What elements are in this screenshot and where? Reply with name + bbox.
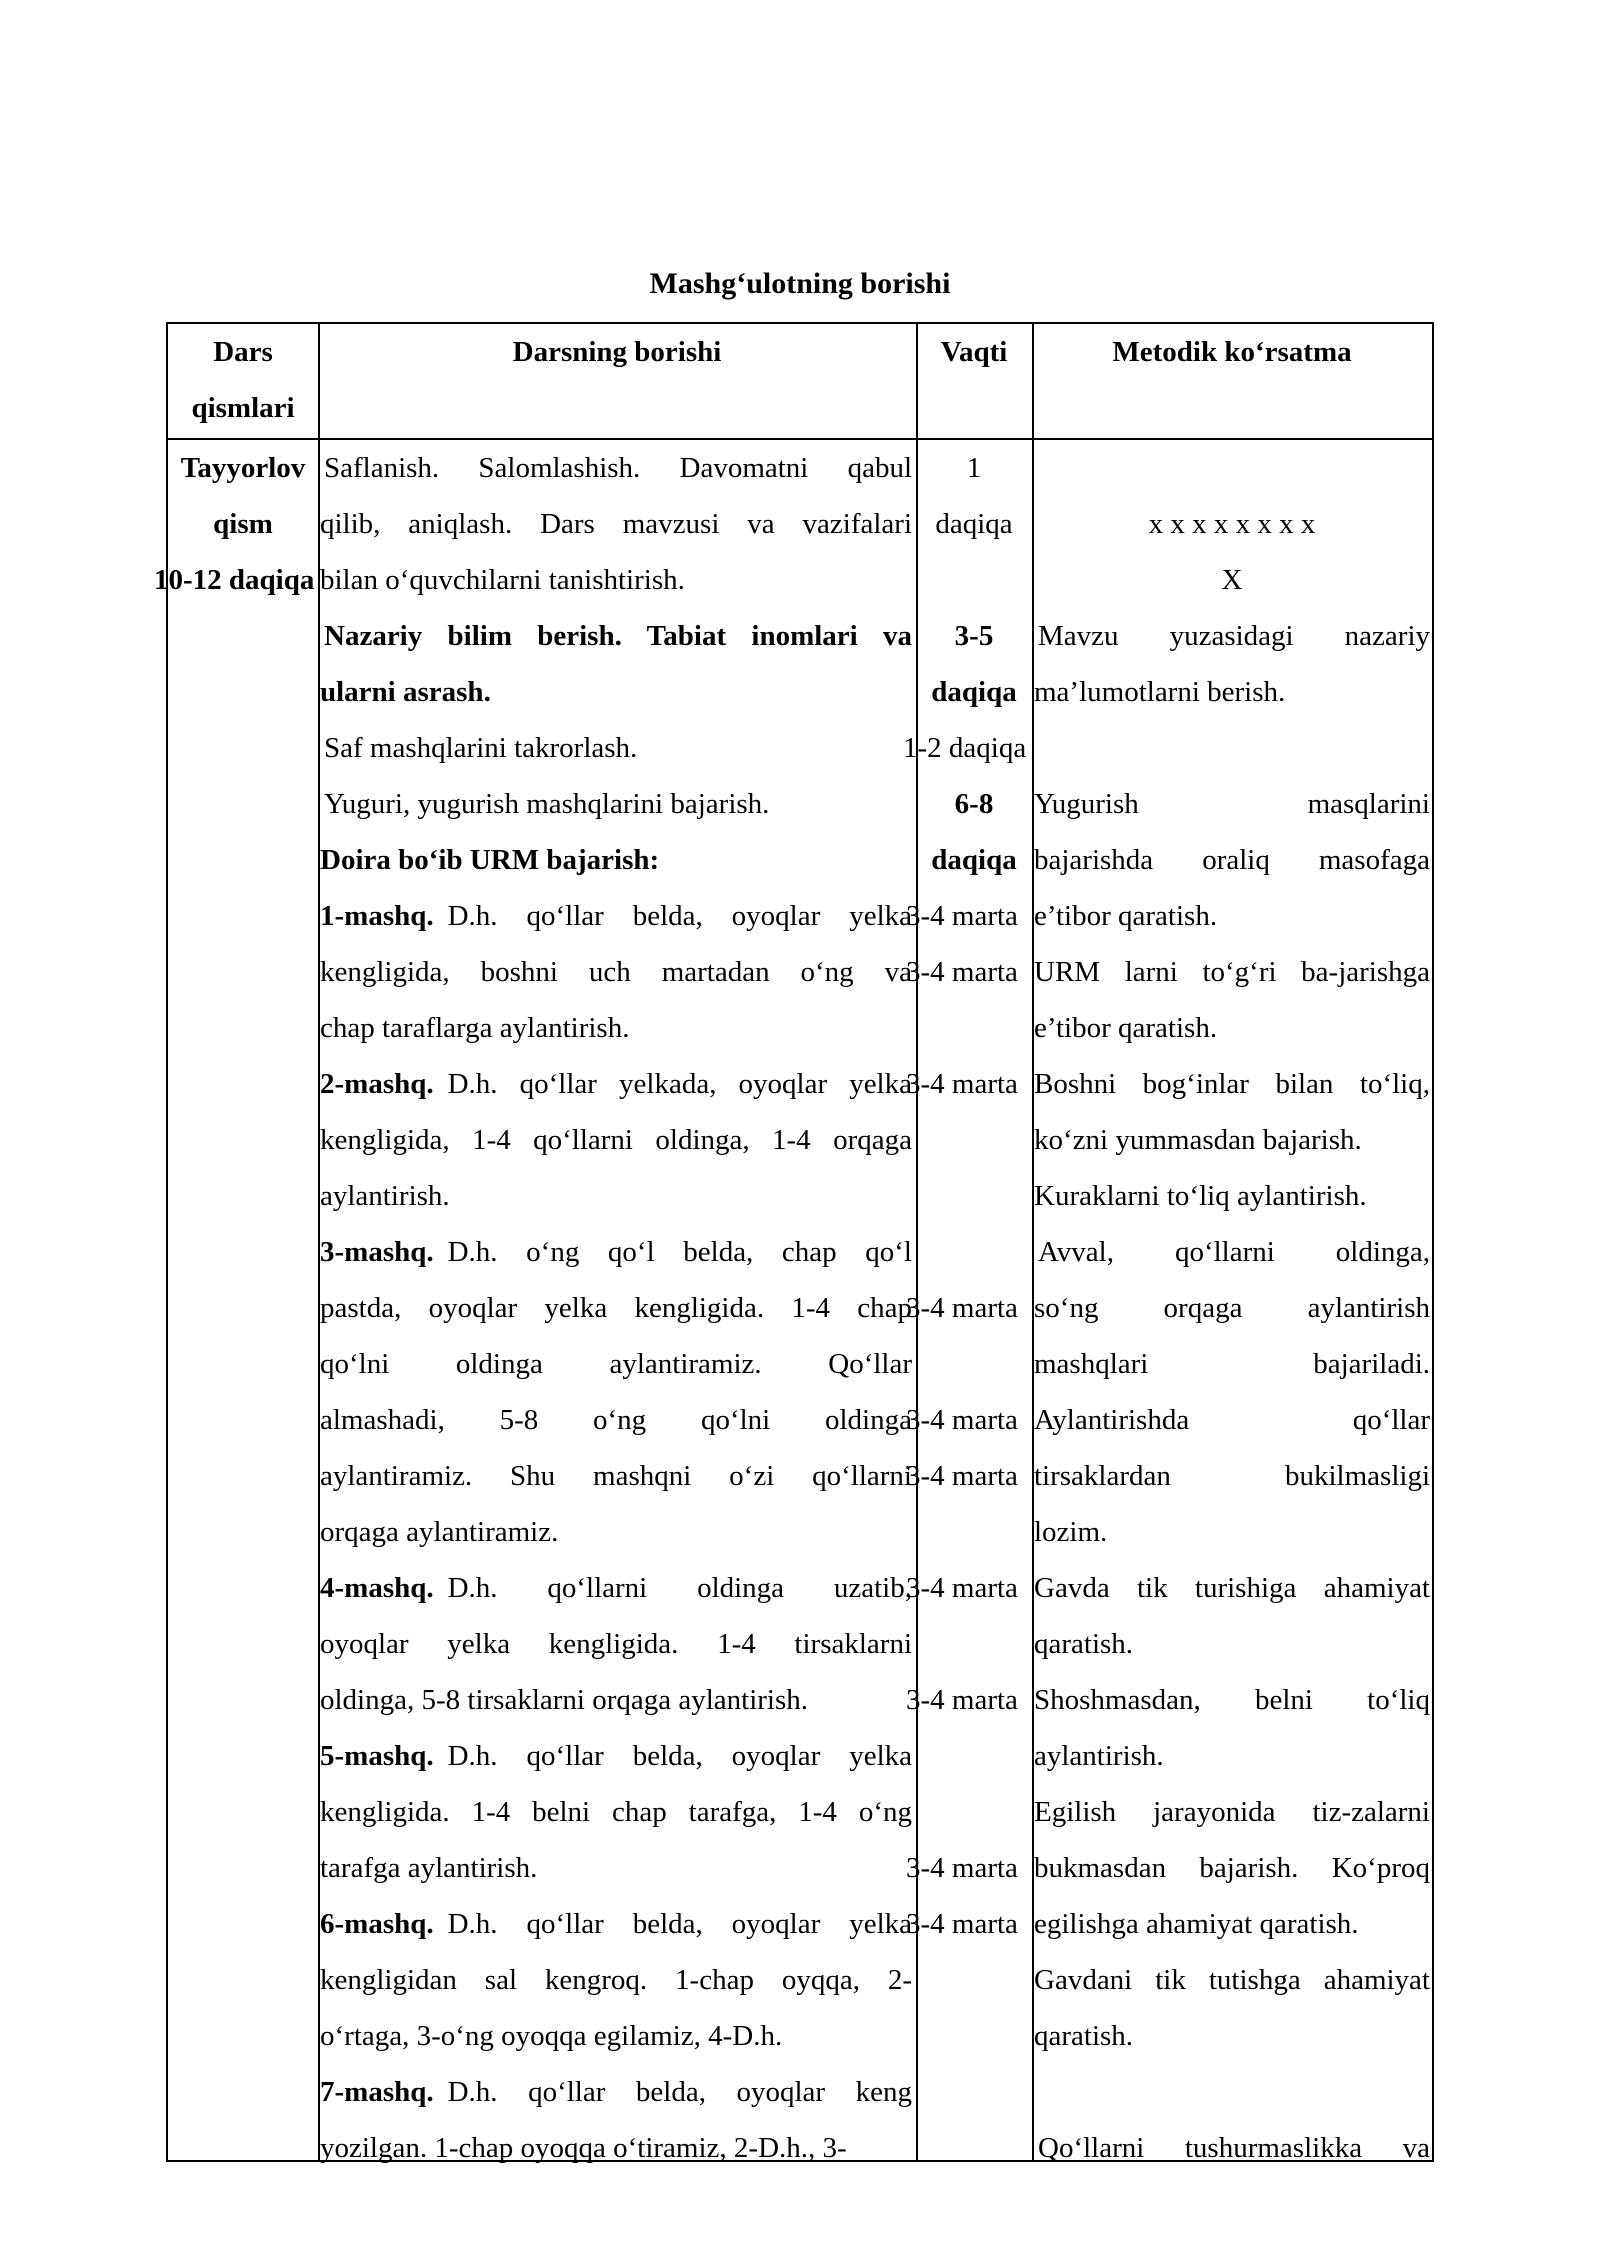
lesson-table [154, 322, 1434, 2164]
darsning-borishi-line: ularni asrash. [320, 676, 491, 708]
darsning-borishi-line: kengligidan sal kengroq. 1-chap oyqqa, 2- [320, 1964, 912, 1996]
darsning-borishi-line: 4-mashq. D.h. qo‘llarni oldinga uzatib, [320, 1560, 912, 1616]
metodik-korsatma-line: Gavdani tik tutishga ahamiyat [1034, 1964, 1430, 1996]
darsning-borishi-line: yozilgan. 1-chap oyoqqa o‘tiramiz, 2-D.h., 3- [320, 2132, 847, 2164]
metodik-korsatma-line: Mavzu yuzasidagi nazariy [1038, 620, 1430, 652]
time-m9: 3-4 marta [906, 1852, 1018, 1884]
header-vaqti: Vaqti [940, 336, 1008, 368]
darsning-borishi-line: 7-mashq. D.h. qo‘llar belda, oyoqlar keng [320, 2064, 912, 2120]
exercise-label: 4-mashq. [320, 1572, 434, 1604]
darsning-borishi-line: aylantiramiz. Shu mashqni o‘zi qo‘llarni [320, 1460, 912, 1492]
darsning-borishi-line: chap taraflarga aylantirish. [320, 1012, 630, 1044]
metodik-korsatma-line: Shoshmasdan, belni to‘liq [1034, 1684, 1430, 1716]
metodik-korsatma-line: Gavda tik turishiga ahamiyat [1034, 1572, 1430, 1604]
exercise-label: 1-mashq. [320, 900, 434, 932]
time-m7: 3-4 marta [906, 1572, 1018, 1604]
darsning-borishi-line: 3-mashq. D.h. o‘ng qo‘l belda, chap qo‘l [320, 1224, 912, 1280]
metodik-korsatma-line: Yugurish masqlarini [1034, 788, 1430, 820]
darsning-borishi-line: 6-mashq. D.h. qo‘llar belda, oyoqlar yelka [320, 1896, 912, 1952]
metodik-korsatma-line: bajarishda oraliq masofaga [1034, 844, 1430, 876]
time-m4: 3-4 marta [906, 1292, 1018, 1324]
metodik-korsatma-line: tirsaklardan bukilmasligi [1034, 1460, 1430, 1492]
darsning-borishi-line: o‘rtaga, 3-o‘ng oyoqqa egilamiz, 4-D.h. [320, 2020, 783, 2052]
exercise-label: 6-mashq. [320, 1908, 434, 1940]
darsning-borishi-line: Doira bo‘ib URM bajarish: [320, 844, 660, 876]
time-r1: 1 daqiqa [935, 452, 1013, 540]
header-darsning-borishi: Darsning borishi [512, 336, 722, 368]
darsning-borishi-line: oldinga, 5-8 tirsaklarni orqaga aylantirish. [320, 1684, 809, 1716]
metodik-korsatma-line: Avval, qo‘llarni oldinga, [1038, 1236, 1430, 1268]
darsning-borishi-line: kengligida, 1-4 qo‘llarni oldinga, 1-4 orqaga [320, 1124, 912, 1156]
metodik-korsatma-line: ma’lumotlarni berish. [1034, 676, 1286, 708]
darsning-borishi-line: 5-mashq. D.h. qo‘llar belda, oyoqlar yelka [320, 1728, 912, 1784]
time-m6: 3-4 marta [906, 1460, 1018, 1492]
darsning-borishi-line: 2-mashq. D.h. qo‘llar yelkada, oyoqlar yelka [320, 1056, 912, 1112]
time-r4: 6-8 daqiqa [931, 788, 1017, 876]
darsning-borishi-line: bilan o‘quvchilarni tanishtirish. [320, 564, 685, 596]
metodik-korsatma-line: Egilish jarayonida tiz-zalarni [1034, 1796, 1430, 1828]
header-metodik-korsatma: Metodik ko‘rsatma [1112, 336, 1352, 368]
metodik-korsatma-line: Qo‘llarni tushurmaslikka va [1038, 2132, 1430, 2164]
time-m5: 3-4 marta [906, 1404, 1018, 1436]
metodik-korsatma-line: mashqlari bajariladi. [1034, 1348, 1430, 1380]
darsning-borishi-line: aylantirish. [320, 1180, 450, 1212]
metodik-korsatma-line: Boshni bog‘inlar bilan to‘liq, [1034, 1068, 1430, 1100]
darsning-borishi-line: Yuguri, yugurish mashqlarini bajarish. [324, 788, 770, 820]
darsning-borishi-line: Saflanish. Salomlashish. Davomatni qabul [324, 452, 912, 484]
exercise-label: 2-mashq. [320, 1068, 434, 1100]
exercise-label: 5-mashq. [320, 1740, 434, 1772]
time-m8: 3-4 marta [906, 1684, 1018, 1716]
metodik-korsatma-line: Kuraklarni to‘liq aylantirish. [1034, 1180, 1367, 1212]
metodik-korsatma-line: X [1221, 564, 1243, 596]
time-r2: 3-5 daqiqa [931, 620, 1017, 708]
metodik-korsatma-line: so‘ng orqaga aylantirish [1034, 1292, 1430, 1324]
darsning-borishi-line: kengligida, boshni uch martadan o‘ng va [320, 956, 912, 988]
exercise-label: 7-mashq. [320, 2076, 434, 2108]
metodik-korsatma-line: qaratish. [1034, 1628, 1134, 1660]
darsning-borishi-line: orqaga aylantiramiz. [320, 1516, 559, 1548]
time-m3: 3-4 marta [906, 1068, 1018, 1100]
darsning-borishi-line: 1-mashq. D.h. qo‘llar belda, oyoqlar yelka [320, 888, 912, 944]
time-m10: 3-4 marta [906, 1908, 1018, 1940]
metodik-korsatma-line: aylantirish. [1034, 1740, 1164, 1772]
metodik-korsatma-line: qaratish. [1034, 2020, 1134, 2052]
metodik-korsatma-line: Aylantirishda qo‘llar [1034, 1404, 1430, 1436]
darsning-borishi-line: pastda, oyoqlar yelka kengligida. 1-4 chap [320, 1292, 912, 1324]
section-duration: 10-12 daqiqa [154, 564, 315, 596]
time-r3: 1-2 daqiqa [903, 732, 1027, 764]
darsning-borishi-line: qilib, aniqlash. Dars mavzusi va vazifalari [320, 508, 912, 540]
darsning-borishi-line: tarafga aylantirish. [320, 1852, 538, 1884]
metodik-korsatma-line: egilishga ahamiyat qaratish. [1034, 1908, 1359, 1940]
darsning-borishi-line: almashadi, 5-8 o‘ng qo‘lni oldinga [320, 1404, 912, 1436]
time-m1: 3-4 marta [906, 900, 1018, 932]
page-title: Mashg‘ulotning borishi [649, 267, 951, 300]
darsning-borishi-line: oyoqlar yelka kengligida. 1-4 tirsaklarni [320, 1628, 912, 1660]
metodik-korsatma-line: x x x x x x x x [1148, 508, 1316, 540]
metodik-korsatma-line: e’tibor qaratish. [1034, 1012, 1218, 1044]
metodik-korsatma-line: e’tibor qaratish. [1034, 900, 1218, 932]
darsning-borishi-line: Saf mashqlarini takrorlash. [324, 732, 638, 764]
darsning-borishi-line: qo‘lni oldinga aylantiramiz. Qo‘llar [320, 1348, 912, 1380]
time-m2: 3-4 marta [906, 956, 1018, 988]
metodik-korsatma-line: URM larni to‘g‘ri ba-jarishga [1034, 956, 1430, 988]
metodik-korsatma-line: ko‘zni yummasdan bajarish. [1034, 1124, 1362, 1156]
darsning-borishi-line: Nazariy bilim berish. Tabiat inomlari va [324, 620, 912, 652]
metodik-korsatma-line: bukmasdan bajarish. Ko‘proq [1034, 1852, 1430, 1884]
darsning-borishi-line: kengligida. 1-4 belni chap tarafga, 1-4 o‘ng [320, 1796, 912, 1828]
section-label: Tayyorlov qism [180, 452, 306, 540]
header-dars-qismlari: Dars qismlari [191, 336, 295, 424]
exercise-label: 3-mashq. [320, 1236, 434, 1268]
metodik-korsatma-line: lozim. [1034, 1516, 1108, 1548]
